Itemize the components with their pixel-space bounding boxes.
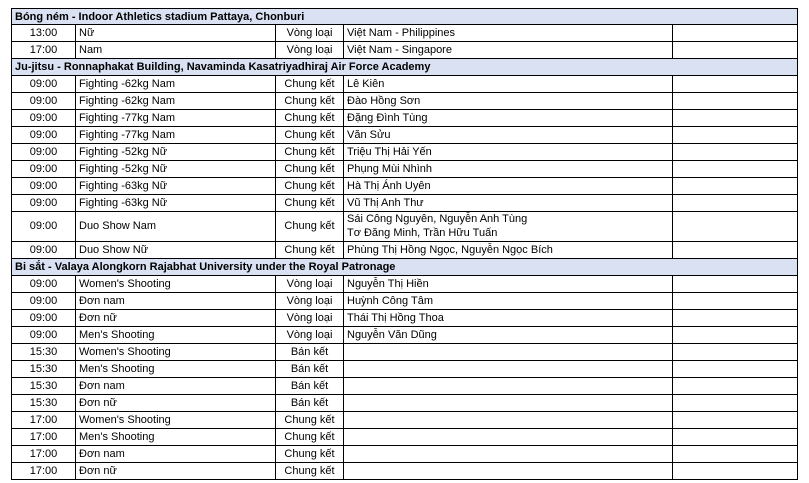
- time-cell-text: 09:00: [29, 244, 58, 256]
- time-cell-text: 15:30: [29, 397, 58, 409]
- round-cell-text: Chung kết: [284, 95, 335, 107]
- event-cell: [76, 378, 276, 394]
- athlete-name: Nguyễn Văn Dũng: [347, 329, 437, 341]
- event-cell-text: Đơn nữ: [79, 312, 117, 324]
- event-cell-text: Duo Show Nam: [79, 220, 157, 232]
- time-cell-text: 09:00: [29, 78, 58, 90]
- section-header: Ju-jitsu - Ronnaphakat Building, Navaminda Kasatriyadhiraj Air Force Academy: [11, 59, 798, 76]
- athlete-name: Lê Kiên: [347, 78, 385, 90]
- table-row: [11, 42, 798, 59]
- time-cell: [12, 144, 76, 160]
- time-cell: [12, 344, 76, 360]
- empty-cell: [673, 127, 797, 143]
- event-cell: [76, 76, 276, 92]
- event-cell: [76, 276, 276, 292]
- round-cell: [276, 446, 344, 462]
- time-cell-text: 13:00: [29, 27, 58, 39]
- event-cell: [76, 395, 276, 411]
- athletes-cell: [344, 429, 673, 445]
- event-cell-text: Fighting -63kg Nữ: [79, 180, 168, 192]
- table-row: [11, 195, 798, 212]
- table-row: [11, 344, 798, 361]
- athlete-name: Vũ Thị Anh Thư: [347, 197, 424, 209]
- round-cell: [276, 127, 344, 143]
- athlete-name: Sái Công Nguyên, Nguyễn Anh Tùng: [347, 213, 528, 225]
- round-cell: [276, 276, 344, 292]
- event-cell: [76, 463, 276, 479]
- athletes-cell: [344, 344, 673, 360]
- round-cell-text: Vòng loại: [286, 312, 333, 324]
- time-cell: [12, 110, 76, 126]
- table-row: [11, 212, 798, 242]
- event-cell: [76, 127, 276, 143]
- section-header: Bóng ném - Indoor Athletics stadium Pattaya, Chonburi: [11, 8, 798, 25]
- round-cell-text: Chung kết: [284, 244, 335, 256]
- event-cell: [76, 310, 276, 326]
- round-cell: [276, 463, 344, 479]
- time-cell-text: 17:00: [29, 465, 58, 477]
- athletes-cell: [344, 42, 673, 58]
- athletes-cell: [344, 127, 673, 143]
- empty-cell: [673, 212, 797, 241]
- time-cell: [12, 327, 76, 343]
- time-cell-text: 17:00: [29, 414, 58, 426]
- time-cell: [12, 293, 76, 309]
- time-cell: [12, 310, 76, 326]
- athletes-cell: [344, 276, 673, 292]
- empty-cell: [673, 412, 797, 428]
- athletes-cell: [344, 76, 673, 92]
- table-row: [11, 276, 798, 293]
- time-cell: [12, 378, 76, 394]
- athlete-name: Tơ Đăng Minh, Trần Hữu Tuấn: [347, 227, 498, 239]
- event-cell-text: Men's Shooting: [79, 329, 155, 341]
- round-cell-text: Chung kết: [284, 129, 335, 141]
- athletes-cell: [344, 378, 673, 394]
- event-cell: [76, 412, 276, 428]
- round-cell: [276, 25, 344, 41]
- athletes-cell: [344, 212, 673, 241]
- event-cell: [76, 178, 276, 194]
- athletes-cell: [344, 395, 673, 411]
- round-cell-text: Chung kết: [284, 112, 335, 124]
- empty-cell: [673, 195, 797, 211]
- round-cell: [276, 93, 344, 109]
- table-row: [11, 395, 798, 412]
- table-row: [11, 93, 798, 110]
- round-cell-text: Chung kết: [284, 197, 335, 209]
- time-cell-text: 09:00: [29, 278, 58, 290]
- table-row: [11, 110, 798, 127]
- event-cell-text: Nữ: [79, 27, 95, 39]
- athletes-cell: [344, 144, 673, 160]
- empty-cell: [673, 446, 797, 462]
- round-cell-text: Bán kết: [290, 346, 329, 358]
- table-row: [11, 412, 798, 429]
- athletes-cell: [344, 25, 673, 41]
- round-cell: [276, 76, 344, 92]
- empty-cell: [673, 463, 797, 479]
- athletes-cell: [344, 412, 673, 428]
- time-cell: [12, 446, 76, 462]
- event-cell-text: Men's Shooting: [79, 431, 155, 443]
- event-cell-text: Đơn nam: [79, 380, 125, 392]
- athlete-name: Nguyễn Thị Hiền: [347, 278, 429, 290]
- empty-cell: [673, 178, 797, 194]
- athlete-name: Phùng Thị Hồng Ngọc, Nguyễn Ngọc Bích: [347, 244, 553, 256]
- empty-cell: [673, 429, 797, 445]
- event-cell-text: Fighting -52kg Nữ: [79, 163, 168, 175]
- empty-cell: [673, 344, 797, 360]
- athletes-cell: [344, 178, 673, 194]
- empty-cell: [673, 25, 797, 41]
- event-cell: [76, 144, 276, 160]
- time-cell: [12, 42, 76, 58]
- time-cell: [12, 242, 76, 258]
- table-row: [11, 242, 798, 259]
- time-cell: [12, 178, 76, 194]
- round-cell: [276, 327, 344, 343]
- event-cell-text: Fighting -77kg Nam: [79, 129, 175, 141]
- event-cell-text: Fighting -62kg Nam: [79, 95, 175, 107]
- round-cell-text: Chung kết: [284, 448, 335, 460]
- empty-cell: [673, 76, 797, 92]
- empty-cell: [673, 361, 797, 377]
- event-cell-text: Fighting -62kg Nam: [79, 78, 175, 90]
- athletes-cell: [344, 293, 673, 309]
- round-cell: [276, 144, 344, 160]
- time-cell-text: 15:30: [29, 363, 58, 375]
- time-cell: [12, 361, 76, 377]
- table-row: [11, 327, 798, 344]
- empty-cell: [673, 42, 797, 58]
- athlete-name: Phụng Mùi Nhình: [347, 163, 432, 175]
- event-cell: [76, 344, 276, 360]
- event-cell: [76, 446, 276, 462]
- round-cell: [276, 412, 344, 428]
- event-cell-text: Nam: [79, 44, 103, 56]
- time-cell: [12, 395, 76, 411]
- event-cell: [76, 110, 276, 126]
- empty-cell: [673, 93, 797, 109]
- schedule-table: [11, 8, 798, 480]
- round-cell-text: Chung kết: [284, 163, 335, 175]
- round-cell: [276, 344, 344, 360]
- time-cell: [12, 412, 76, 428]
- athletes-cell: [344, 195, 673, 211]
- time-cell-text: 09:00: [29, 312, 58, 324]
- athletes-cell: [344, 310, 673, 326]
- event-cell: [76, 161, 276, 177]
- athlete-name: Văn Sửu: [347, 129, 391, 141]
- round-cell-text: Vòng loại: [286, 27, 333, 39]
- athletes-cell: [344, 161, 673, 177]
- empty-cell: [673, 144, 797, 160]
- table-row: [11, 310, 798, 327]
- round-cell-text: Chung kết: [284, 78, 335, 90]
- round-cell: [276, 161, 344, 177]
- athlete-name: Việt Nam - Philippines: [347, 27, 456, 39]
- event-cell-text: Đơn nữ: [79, 397, 117, 409]
- round-cell: [276, 310, 344, 326]
- time-cell-text: 09:00: [29, 146, 58, 158]
- event-cell: [76, 327, 276, 343]
- time-cell: [12, 161, 76, 177]
- time-cell-text: 09:00: [29, 129, 58, 141]
- round-cell-text: Chung kết: [284, 431, 335, 443]
- event-cell-text: Women's Shooting: [79, 278, 171, 290]
- event-cell: [76, 361, 276, 377]
- round-cell: [276, 378, 344, 394]
- athletes-cell: [344, 110, 673, 126]
- round-cell: [276, 242, 344, 258]
- empty-cell: [673, 378, 797, 394]
- time-cell: [12, 25, 76, 41]
- empty-cell: [673, 293, 797, 309]
- empty-cell: [673, 276, 797, 292]
- round-cell: [276, 361, 344, 377]
- event-cell-text: Đơn nữ: [79, 465, 117, 477]
- round-cell-text: Chung kết: [284, 220, 335, 232]
- round-cell-text: Vòng loại: [286, 329, 333, 341]
- event-cell: [76, 429, 276, 445]
- round-cell-text: Vòng loại: [286, 278, 333, 290]
- round-cell-text: Chung kết: [284, 414, 335, 426]
- time-cell: [12, 212, 76, 241]
- time-cell-text: 09:00: [29, 295, 58, 307]
- event-cell-text: Men's Shooting: [79, 363, 155, 375]
- time-cell-text: 09:00: [29, 197, 58, 209]
- event-cell-text: Fighting -52kg Nữ: [79, 146, 168, 158]
- table-row: [11, 361, 798, 378]
- round-cell-text: Vòng loại: [286, 44, 333, 56]
- round-cell-text: Chung kết: [284, 146, 335, 158]
- athletes-cell: [344, 446, 673, 462]
- event-cell-text: Fighting -63kg Nữ: [79, 197, 168, 209]
- time-cell: [12, 127, 76, 143]
- round-cell: [276, 395, 344, 411]
- table-row: [11, 446, 798, 463]
- empty-cell: [673, 110, 797, 126]
- round-cell: [276, 195, 344, 211]
- round-cell-text: Bán kết: [290, 380, 329, 392]
- round-cell-text: Chung kết: [284, 180, 335, 192]
- round-cell-text: Chung kết: [284, 465, 335, 477]
- athletes-cell: [344, 361, 673, 377]
- time-cell-text: 09:00: [29, 329, 58, 341]
- time-cell: [12, 463, 76, 479]
- time-cell-text: 15:30: [29, 380, 58, 392]
- table-row: [11, 429, 798, 446]
- round-cell: [276, 178, 344, 194]
- table-row: [11, 293, 798, 310]
- athlete-name: Triệu Thị Hải Yến: [347, 146, 432, 158]
- round-cell-text: Vòng loại: [286, 295, 333, 307]
- event-cell: [76, 93, 276, 109]
- athlete-name: Đào Hồng Sơn: [347, 95, 421, 107]
- time-cell: [12, 93, 76, 109]
- time-cell-text: 09:00: [29, 220, 58, 232]
- time-cell-text: 17:00: [29, 431, 58, 443]
- table-row: [11, 144, 798, 161]
- table-row: [11, 127, 798, 144]
- section-header: Bi sắt - Valaya Alongkorn Rajabhat University under the Royal Patronage: [11, 259, 798, 276]
- round-cell-text: Bán kết: [290, 397, 329, 409]
- event-cell: [76, 25, 276, 41]
- athletes-cell: [344, 242, 673, 258]
- time-cell-text: 09:00: [29, 180, 58, 192]
- round-cell-text: Bán kết: [290, 363, 329, 375]
- time-cell: [12, 276, 76, 292]
- time-cell: [12, 76, 76, 92]
- table-row: [11, 178, 798, 195]
- time-cell-text: 09:00: [29, 95, 58, 107]
- round-cell: [276, 293, 344, 309]
- table-row: [11, 76, 798, 93]
- athlete-name: Đặng Đình Tùng: [347, 112, 428, 124]
- event-cell: [76, 212, 276, 241]
- empty-cell: [673, 242, 797, 258]
- athlete-name: Huỳnh Công Tâm: [347, 295, 434, 307]
- table-row: [11, 161, 798, 178]
- event-cell: [76, 293, 276, 309]
- event-cell-text: Đơn nam: [79, 448, 125, 460]
- empty-cell: [673, 310, 797, 326]
- empty-cell: [673, 395, 797, 411]
- table-row: [11, 463, 798, 480]
- time-cell: [12, 195, 76, 211]
- table-row: [11, 378, 798, 395]
- athletes-cell: [344, 93, 673, 109]
- athlete-name: Hà Thị Ánh Uyên: [347, 180, 431, 192]
- event-cell: [76, 242, 276, 258]
- event-cell-text: Women's Shooting: [79, 414, 171, 426]
- time-cell-text: 17:00: [29, 44, 58, 56]
- event-cell: [76, 195, 276, 211]
- empty-cell: [673, 161, 797, 177]
- time-cell: [12, 429, 76, 445]
- time-cell-text: 17:00: [29, 448, 58, 460]
- athlete-name: Việt Nam - Singapore: [347, 44, 452, 56]
- time-cell-text: 09:00: [29, 112, 58, 124]
- time-cell-text: 15:30: [29, 346, 58, 358]
- event-cell-text: Đơn nam: [79, 295, 125, 307]
- round-cell: [276, 110, 344, 126]
- round-cell: [276, 42, 344, 58]
- athletes-cell: [344, 327, 673, 343]
- table-row: [11, 25, 798, 42]
- time-cell-text: 09:00: [29, 163, 58, 175]
- athletes-cell: [344, 463, 673, 479]
- athlete-name: Thái Thị Hồng Thoa: [347, 312, 444, 324]
- round-cell: [276, 212, 344, 241]
- event-cell-text: Duo Show Nữ: [79, 244, 149, 256]
- event-cell-text: Fighting -77kg Nam: [79, 112, 175, 124]
- event-cell-text: Women's Shooting: [79, 346, 171, 358]
- event-cell: [76, 42, 276, 58]
- round-cell: [276, 429, 344, 445]
- empty-cell: [673, 327, 797, 343]
